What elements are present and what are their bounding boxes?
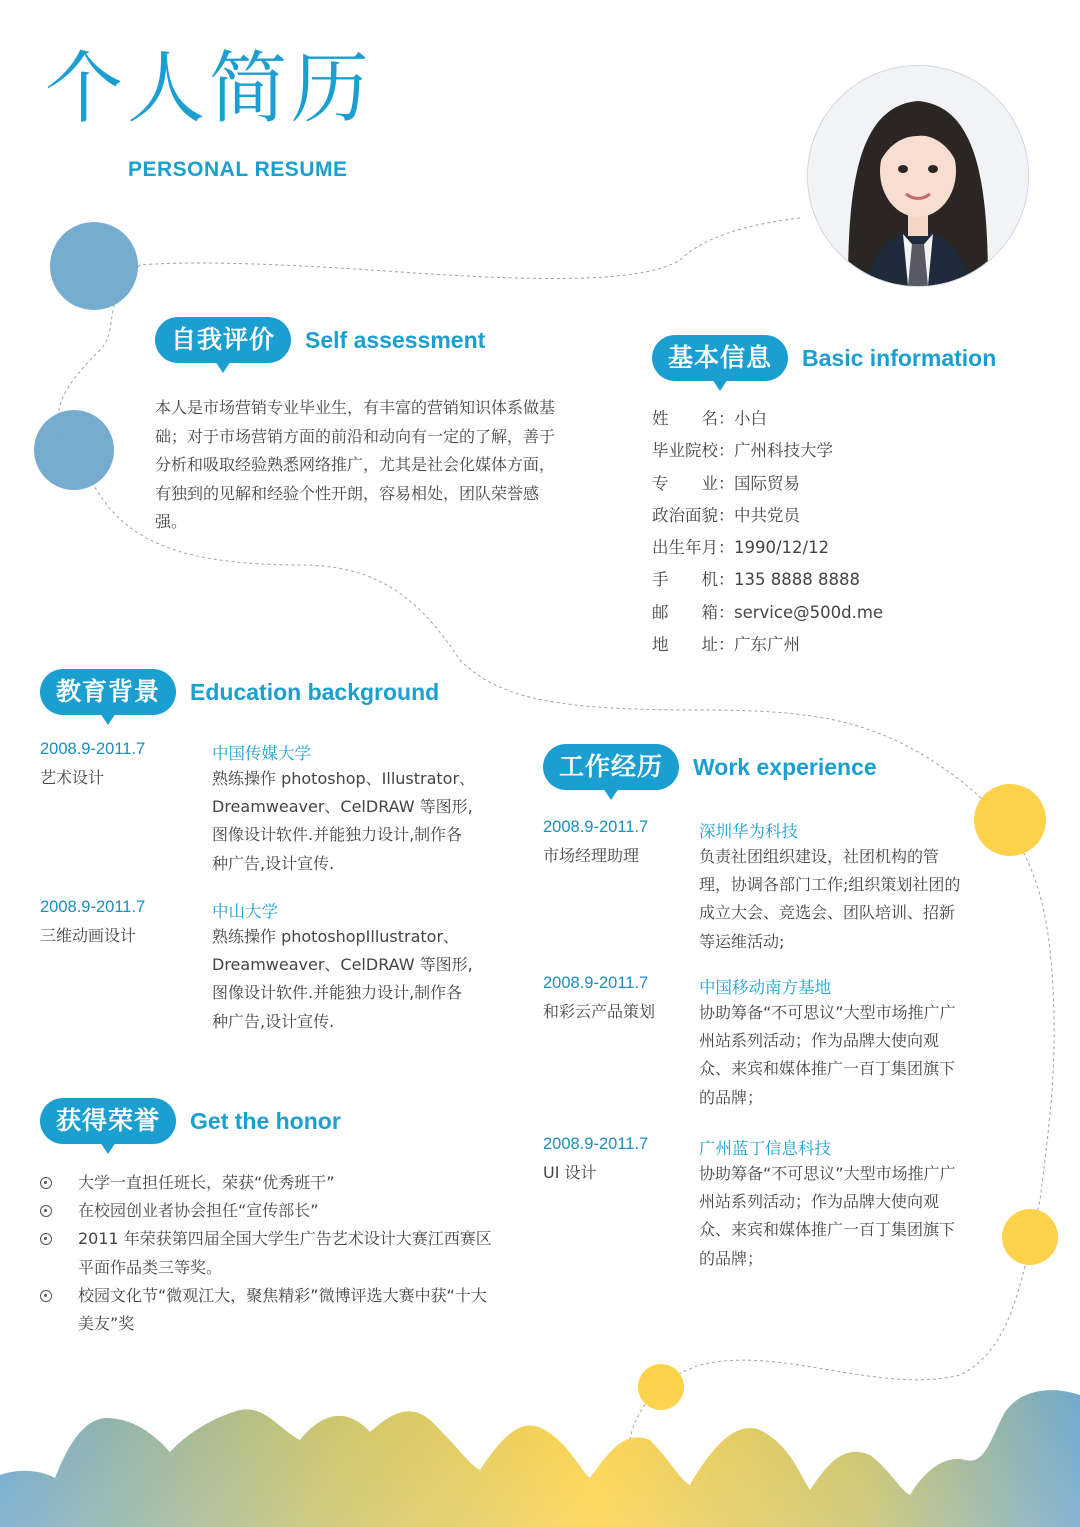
education-desc: 熟练操作 photoshopIllustrator、Dreamweaver、CelDRAW 等图形,图像设计软件.并能独力设计,制作各种广告,设计宣传. [212, 927, 473, 1031]
work-desc: 负责社团组织建设，社团机构的管理，协调各部门工作;组织策划社团的成立大会、竞选会、团队培训、招新等运维活动; [699, 847, 961, 951]
info-row-phone [652, 564, 982, 596]
education-major: 艺术设计 [40, 768, 105, 787]
bullet-icon [40, 1233, 52, 1245]
list-item [40, 1225, 492, 1281]
basic-info-title: 基本信息 [652, 335, 788, 381]
education-title: 教育背景 [40, 669, 176, 715]
honor-text: 校园文化节“微观江大，聚焦精彩”微博评选大赛中获“十大美友”奖 [78, 1285, 487, 1334]
info-label: 专 业： [652, 473, 735, 493]
self-assessment-header [155, 317, 485, 363]
education-major: 三维动画设计 [40, 926, 137, 945]
self-assessment-title-en: Self assessment [305, 326, 486, 353]
info-row-major [652, 468, 982, 500]
info-value: 135 8888 8888 [734, 570, 860, 590]
education-date: 2008.9-2011.7 [40, 898, 146, 916]
work-company: 广州蓝丁信息科技 [699, 1139, 831, 1158]
education-school: 中山大学 [212, 902, 278, 921]
info-label: 手 机： [652, 570, 735, 590]
info-row-email [652, 597, 982, 629]
info-label: 姓 名： [652, 409, 735, 428]
yellow-circle-2 [1002, 1209, 1058, 1265]
self-assessment-text: 本人是市场营销专业毕业生，有丰富的营销知识体系做基础；对于市场营销方面的前沿和动向有一定的了解，善于分析和吸取经验熟悉网络推广，尤其是社会化媒体方面，有独到的见解和经验个性开朗，容易相处，团队荣誉感强。 [155, 398, 556, 531]
avatar-portrait-icon [808, 66, 1028, 286]
work-item-2-meta [543, 974, 693, 1022]
work-date: 2008.9-2011.7 [543, 818, 649, 836]
work-item-1-meta [543, 818, 693, 866]
work-header [543, 744, 877, 790]
work-date: 2008.9-2011.7 [543, 1135, 649, 1153]
bullet-icon [40, 1177, 52, 1189]
list-item [40, 1197, 492, 1225]
education-date: 2008.9-2011.7 [40, 740, 146, 758]
education-school: 中国传媒大学 [212, 744, 311, 763]
info-label: 毕业院校： [652, 441, 735, 461]
education-item-1-body [212, 740, 477, 878]
info-label: 邮 箱： [652, 602, 735, 622]
work-company: 中国移动南方基地 [699, 978, 831, 997]
education-item-1-meta [40, 740, 200, 788]
page-subtitle: PERSONAL RESUME [128, 158, 348, 181]
education-desc: 熟练操作 photoshop、Illustrator、Dreamweaver、CelDRAW 等图形,图像设计软件.并能独力设计,制作各种广告,设计宣传. [212, 769, 476, 873]
education-title-en: Education background [190, 678, 440, 705]
honors-list [40, 1169, 492, 1338]
work-date: 2008.9-2011.7 [543, 974, 649, 992]
info-row-address [652, 629, 982, 661]
blue-circle-mid [34, 410, 114, 490]
honor-text: 大学一直担任班长，荣获“优秀班干” [78, 1173, 335, 1192]
info-row-politics [652, 500, 982, 532]
info-value: 广东广州 [734, 635, 800, 655]
list-item [40, 1169, 492, 1197]
info-label: 出生年月： [652, 538, 735, 558]
list-item [40, 1282, 492, 1338]
info-label: 政治面貌： [652, 505, 735, 525]
info-value: 国际贸易 [734, 473, 800, 493]
work-role: 市场经理助理 [543, 846, 640, 865]
education-item-2-meta [40, 898, 200, 946]
info-row-name [652, 403, 982, 435]
basic-info-list [652, 403, 982, 661]
yellow-circle-1 [974, 784, 1046, 856]
self-assessment-title: 自我评价 [155, 317, 291, 363]
work-item-1-body [699, 818, 967, 956]
avatar [807, 65, 1029, 287]
honors-title: 获得荣誉 [40, 1098, 176, 1144]
work-item-3-body [699, 1135, 967, 1273]
basic-info-title-en: Basic information [802, 344, 997, 371]
blue-circle-top [50, 222, 138, 310]
work-title-en: Work experience [693, 753, 877, 780]
work-title: 工作经历 [543, 744, 679, 790]
page-title: 个人简历 [45, 44, 374, 134]
basic-info-header [652, 335, 996, 381]
honors-header [40, 1098, 341, 1144]
work-company: 深圳华为科技 [699, 822, 798, 841]
work-desc: 协助筹备“不可思议”大型市场推广广州站系列活动；作为品牌大使向观众、来宾和媒体推广一百丁集团旗下的品牌； [699, 1003, 956, 1107]
info-value: service@500d.me [734, 602, 884, 622]
work-desc: 协助筹备“不可思议”大型市场推广广州站系列活动；作为品牌大使向观众、来宾和媒体推广一百丁集团旗下的品牌； [699, 1164, 956, 1268]
honors-title-en: Get the honor [190, 1107, 341, 1134]
info-value: 广州科技大学 [734, 441, 833, 461]
info-value: 小白 [734, 409, 767, 428]
work-item-3-meta [543, 1135, 693, 1183]
bullet-icon [40, 1290, 52, 1302]
honor-text: 在校园创业者协会担任“宣传部长” [78, 1201, 319, 1221]
bullet-icon [40, 1205, 52, 1217]
education-item-2-body [212, 898, 477, 1036]
info-value: 1990/12/12 [734, 538, 830, 558]
info-value: 中共党员 [734, 505, 800, 525]
info-row-birth [652, 532, 982, 564]
education-header [40, 669, 439, 715]
work-role: 和彩云产品策划 [543, 1002, 656, 1021]
info-row-school [652, 435, 982, 467]
honor-text: 2011 年荣获第四届全国大学生广告艺术设计大赛江西赛区平面作品类三等奖。 [78, 1229, 492, 1277]
work-role: UI 设计 [543, 1163, 597, 1182]
info-label: 地 址： [652, 635, 735, 655]
work-item-2-body [699, 974, 967, 1112]
